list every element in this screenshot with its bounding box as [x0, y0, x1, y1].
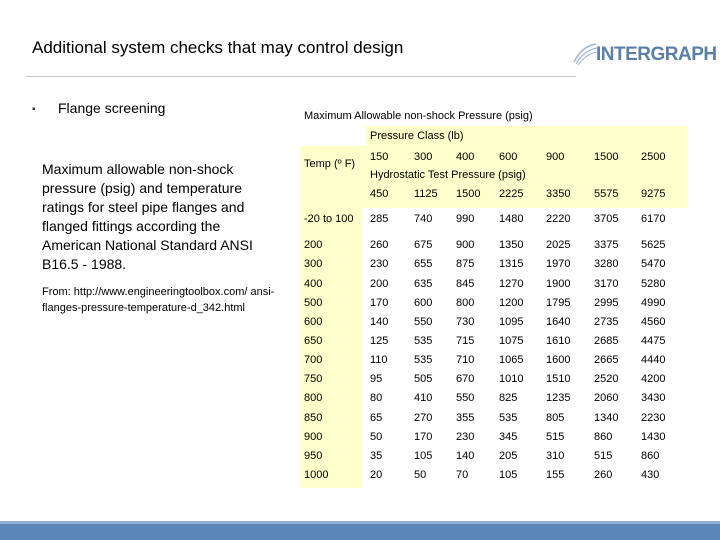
- temp-cell: 950: [304, 450, 323, 462]
- intergraph-logo: [572, 40, 717, 68]
- pressure-cell: 1095: [499, 316, 524, 328]
- pressure-cell: 5470: [641, 258, 666, 270]
- pressure-class-label: Pressure Class (lb): [370, 130, 464, 142]
- temp-cell: 200: [304, 239, 323, 251]
- title-divider: [26, 76, 576, 77]
- pressure-cell: 515: [594, 450, 613, 462]
- pressure-cell: 860: [594, 431, 613, 443]
- pressure-cell: 1480: [499, 213, 524, 225]
- logo-text: INTERGRAPH: [596, 44, 717, 65]
- pressure-cell: 860: [641, 450, 660, 462]
- pressure-cell: 310: [546, 450, 565, 462]
- footer-highlight: [0, 521, 720, 524]
- pressure-cell: 2230: [641, 412, 666, 424]
- pressure-cell: 1235: [546, 392, 571, 404]
- pressure-cell: 1200: [499, 297, 524, 309]
- hydro-value-cell: 1500: [456, 188, 481, 200]
- pressure-cell: 1430: [641, 431, 666, 443]
- temp-cell: 1000: [304, 469, 329, 481]
- pressure-cell: 4475: [641, 335, 666, 347]
- bullet-text: Flange screening: [58, 100, 166, 116]
- pressure-cell: 715: [456, 335, 475, 347]
- pressure-cell: 675: [414, 239, 433, 251]
- pressure-cell: 535: [414, 335, 433, 347]
- pressure-cell: 1900: [546, 278, 571, 290]
- pressure-cell: 285: [370, 213, 389, 225]
- pressure-cell: 410: [414, 392, 433, 404]
- pressure-cell: 230: [456, 431, 475, 443]
- pressure-cell: 800: [456, 297, 475, 309]
- pressure-cell: 2665: [594, 354, 619, 366]
- pressure-cell: 1610: [546, 335, 571, 347]
- pressure-cell: 205: [499, 450, 518, 462]
- pressure-cell: 845: [456, 278, 475, 290]
- pressure-cell: 2520: [594, 373, 619, 385]
- pressure-cell: 1340: [594, 412, 619, 424]
- pressure-cell: 2685: [594, 335, 619, 347]
- temp-cell: 700: [304, 354, 323, 366]
- class-header-cell: 2500: [641, 151, 666, 163]
- temp-cell: 650: [304, 335, 323, 347]
- pressure-cell: 1065: [499, 354, 524, 366]
- pressure-cell: 345: [499, 431, 518, 443]
- pressure-cell: 170: [414, 431, 433, 443]
- temp-cell: 500: [304, 297, 323, 309]
- pressure-cell: 4440: [641, 354, 666, 366]
- pressure-cell: 430: [641, 469, 660, 481]
- pressure-cell: 260: [594, 469, 613, 481]
- pressure-cell: 1350: [499, 239, 524, 251]
- pressure-cell: 4990: [641, 297, 666, 309]
- hydro-value-cell: 5575: [594, 188, 619, 200]
- pressure-cell: 1640: [546, 316, 571, 328]
- pressure-cell: 2220: [546, 213, 571, 225]
- pressure-cell: 875: [456, 258, 475, 270]
- pressure-cell: 3705: [594, 213, 619, 225]
- hydro-value-cell: 3350: [546, 188, 571, 200]
- pressure-cell: 535: [499, 412, 518, 424]
- hydro-value-cell: 1125: [414, 188, 438, 200]
- pressure-cell: 3170: [594, 278, 619, 290]
- pressure-cell: 655: [414, 258, 433, 270]
- footer-bar: [0, 521, 720, 540]
- hydro-value-cell: 9275: [641, 188, 666, 200]
- pressure-cell: 825: [499, 392, 518, 404]
- temp-label: Temp (º F): [304, 158, 356, 170]
- pressure-cell: 3375: [594, 239, 619, 251]
- class-header-cell: 1500: [594, 151, 619, 163]
- pressure-cell: 110: [370, 354, 388, 366]
- hydro-value-cell: 2225: [499, 188, 524, 200]
- class-header-cell: 900: [546, 151, 565, 163]
- pressure-cell: 95: [370, 373, 383, 385]
- pressure-cell: 1075: [499, 335, 524, 347]
- pressure-cell: 260: [370, 239, 389, 251]
- pressure-cell: 2735: [594, 316, 619, 328]
- pressure-cell: 1270: [499, 278, 524, 290]
- class-header-cell: 400: [456, 151, 475, 163]
- pressure-cell: 550: [456, 392, 475, 404]
- pressure-cell: 355: [456, 412, 475, 424]
- pressure-cell: 230: [370, 258, 389, 270]
- class-header-cell: 300: [414, 151, 433, 163]
- pressure-cell: 4560: [641, 316, 666, 328]
- pressure-cell: 125: [370, 335, 389, 347]
- pressure-cell: 140: [456, 450, 475, 462]
- pressure-cell: 535: [414, 354, 433, 366]
- swoosh-icon: [572, 42, 598, 66]
- pressure-cell: 900: [456, 239, 475, 251]
- pressure-cell: 2060: [594, 392, 619, 404]
- temp-cell: 850: [304, 412, 323, 424]
- temp-cell: 600: [304, 316, 323, 328]
- pressure-cell: 105: [499, 469, 518, 481]
- pressure-cell: 2025: [546, 239, 571, 251]
- pressure-cell: 600: [414, 297, 433, 309]
- hydro-label: Hydrostatic Test Pressure (psig): [370, 169, 526, 181]
- pressure-cell: 990: [456, 213, 475, 225]
- pressure-cell: 4200: [641, 373, 666, 385]
- pressure-cell: 550: [414, 316, 433, 328]
- temp-cell: 300: [304, 258, 323, 270]
- pressure-cell: 50: [414, 469, 427, 481]
- pressure-cell: 170: [370, 297, 389, 309]
- temp-cell: 800: [304, 392, 323, 404]
- pressure-cell: 50: [370, 431, 383, 443]
- pressure-cell: 1795: [546, 297, 571, 309]
- pressure-cell: 805: [546, 412, 565, 424]
- pressure-cell: 670: [456, 373, 475, 385]
- slide-title: Additional system checks that may control design: [32, 38, 404, 57]
- pressure-cell: 6170: [641, 213, 666, 225]
- bullet-marker: ▪: [32, 104, 36, 115]
- pressure-cell: 35: [370, 450, 383, 462]
- pressure-cell: 200: [370, 278, 389, 290]
- pressure-cell: 505: [414, 373, 433, 385]
- pressure-cell: 515: [546, 431, 565, 443]
- pressure-cell: 80: [370, 392, 383, 404]
- pressure-cell: 710: [456, 354, 475, 366]
- pressure-cell: 1510: [546, 373, 571, 385]
- pressure-cell: 270: [414, 412, 433, 424]
- source-text: From: http://www.engineeringtoolbox.com/ ansi-flanges-pressure-temperature-d_342.html: [42, 286, 275, 314]
- pressure-cell: 5280: [641, 278, 666, 290]
- pressure-cell: 3430: [641, 392, 666, 404]
- hydro-value-cell: 450: [370, 188, 389, 200]
- pressure-cell: 730: [456, 316, 475, 328]
- class-header-cell: 150: [370, 151, 389, 163]
- pressure-cell: 1010: [499, 373, 524, 385]
- pressure-cell: 105: [414, 450, 433, 462]
- table-title: Maximum Allowable non-shock Pressure (psig): [304, 110, 533, 122]
- description-text: Maximum allowable non-shock pressure (psig) and temperature ratings for steel pipe flanges and flanged fittings according the American National Standard ANSI B16.5 - 1988.: [42, 161, 253, 272]
- pressure-cell: 65: [370, 412, 383, 424]
- pressure-cell: 635: [414, 278, 433, 290]
- pressure-cell: 140: [370, 316, 389, 328]
- pressure-cell: 1600: [546, 354, 571, 366]
- temp-cell: -20 to 100: [304, 213, 354, 225]
- pressure-cell: 20: [370, 469, 383, 481]
- pressure-cell: 5625: [641, 239, 666, 251]
- pressure-cell: 1970: [546, 258, 571, 270]
- pressure-cell: 70: [456, 469, 469, 481]
- pressure-cell: 155: [546, 469, 565, 481]
- temp-cell: 750: [304, 373, 323, 385]
- pressure-cell: 740: [414, 213, 433, 225]
- pressure-cell: 2995: [594, 297, 619, 309]
- pressure-cell: 3280: [594, 258, 619, 270]
- pressure-cell: 1315: [499, 258, 524, 270]
- class-header-cell: 600: [499, 151, 518, 163]
- temp-cell: 900: [304, 431, 323, 443]
- temp-cell: 400: [304, 278, 323, 290]
